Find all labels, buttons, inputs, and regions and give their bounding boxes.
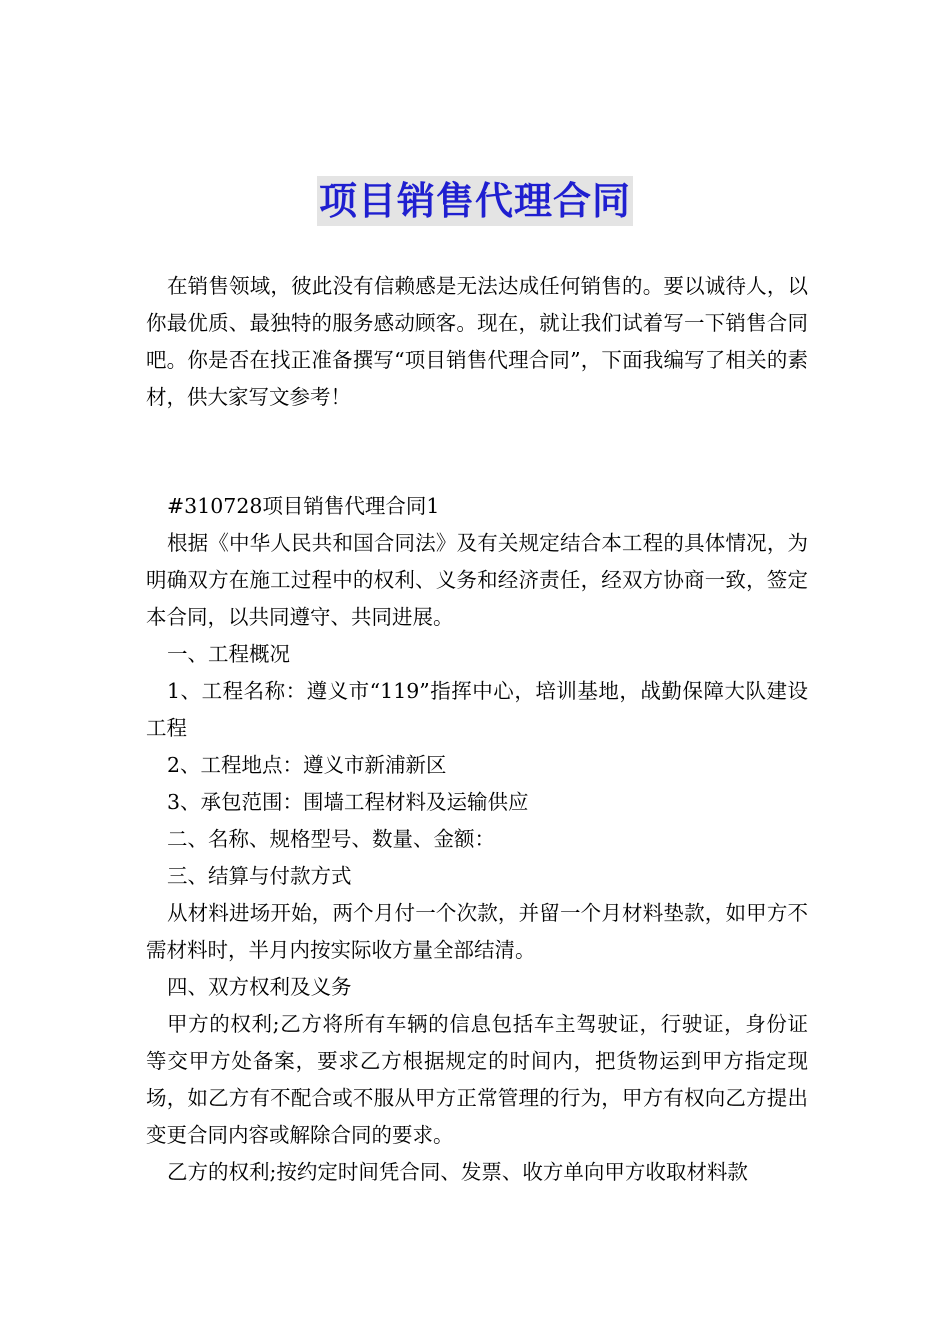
section-heading: 一、工程概况 xyxy=(167,642,290,666)
list-item: 2、工程地点：遵义市新浦新区 xyxy=(167,753,447,777)
intro-paragraph: 在销售领域，彼此没有信赖感是无法达成任何销售的。要以诚待人，以你最优质、最独特的服务感动顾客。现在，就让我们试着写一下销售合同吧。你是否在找正准备撰写“项目销售代理合同”，下面我编写了相关的素材，供大家写文参考！ xyxy=(146,274,808,409)
body-paragraph: 乙方的权利;按约定时间凭合同、发票、收方单向甲方收取材料款 xyxy=(167,1160,748,1184)
document-title: 项目销售代理合同 xyxy=(317,176,633,226)
title-container xyxy=(0,176,950,226)
body-paragraph: 甲方的权利;乙方将所有车辆的信息包括车主驾驶证，行驶证，身份证等交甲方处备案，要求乙方根据规定的时间内，把货物运到甲方指定现场，如乙方有不配合或不服从甲方正常管理的行为，甲方有权向乙方提出变更合同内容或解除合同的要求。 xyxy=(146,1012,808,1147)
section-heading: 二、名称、规格型号、数量、金额： xyxy=(167,827,495,851)
body-paragraph: 从材料进场开始，两个月付一个次款，并留一个月材料垫款，如甲方不需材料时，半月内按实际收方量全部结清。 xyxy=(146,901,808,962)
section-heading: 四、双方权利及义务 xyxy=(167,975,352,999)
list-item: 1、工程名称：遵义市“119”指挥中心，培训基地，战勤保障大队建设工程 xyxy=(146,679,808,740)
intro-section xyxy=(146,268,808,416)
section-heading: 三、结算与付款方式 xyxy=(167,864,352,888)
list-item: 3、承包范围：围墙工程材料及运输供应 xyxy=(167,790,529,814)
contract-body xyxy=(146,488,808,1191)
body-paragraph: 根据《中华人民共和国合同法》及有关规定结合本工程的具体情况，为明确双方在施工过程中的权利、义务和经济责任，经双方协商一致，签定本合同，以共同遵守、共同进展。 xyxy=(146,531,808,629)
section-heading: #310728项目销售代理合同1 xyxy=(167,494,440,518)
